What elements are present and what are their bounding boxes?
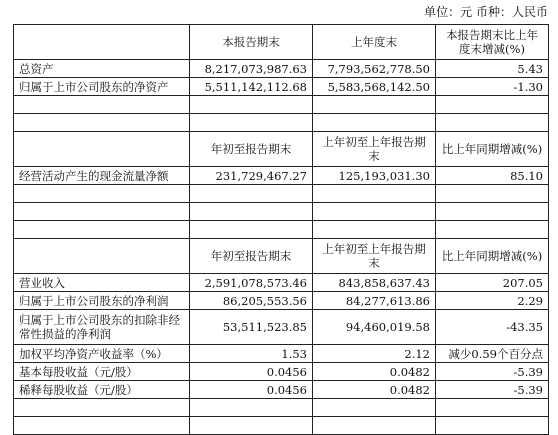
section2-header-ytd: 年初至报告期末 xyxy=(190,132,313,167)
row-label: 归属于上市公司股东的扣除非经常性损益的净利润 xyxy=(14,310,190,345)
cell-current: 0.0456 xyxy=(190,363,313,381)
section1-header-blank xyxy=(14,25,190,60)
section3-header-blank xyxy=(14,239,190,274)
row-label: 归属于上市公司股东的净资产 xyxy=(14,78,190,96)
table-row-net-profit xyxy=(14,292,549,310)
blank-row xyxy=(14,221,549,239)
cell-change: 207.05 xyxy=(436,274,549,292)
cell-change: 5.43 xyxy=(436,60,549,78)
cell-current: 5,511,142,112.68 xyxy=(190,78,313,96)
cell-change: 85.10 xyxy=(436,167,549,185)
blank-row xyxy=(14,114,549,132)
cell-prior: 7,793,562,778.50 xyxy=(313,60,436,78)
financial-data-table xyxy=(13,24,549,435)
cell-current: 1.53 xyxy=(190,345,313,363)
section1-header-current-period-end: 本报告期末 xyxy=(190,25,313,60)
table-row-total-assets xyxy=(14,60,549,78)
table-row-diluted-eps xyxy=(14,381,549,399)
cell-current: 231,729,467.27 xyxy=(190,167,313,185)
cell-change: -5.39 xyxy=(436,363,549,381)
section3-header-change-pct: 比上年同期增减(%) xyxy=(436,239,549,274)
section2-header-change-pct: 比上年同期增减(%) xyxy=(436,132,549,167)
blank-row xyxy=(14,417,549,435)
section1-header-row xyxy=(14,25,549,60)
section3-header-prior-ytd: 上年初至上年报告期末 xyxy=(313,239,436,274)
cell-current: 0.0456 xyxy=(190,381,313,399)
cell-change: 减少0.59个百分点 xyxy=(436,345,549,363)
table-row-adjusted-net-profit xyxy=(14,310,549,345)
table-row-roe xyxy=(14,345,549,363)
cell-change: -5.39 xyxy=(436,381,549,399)
cell-prior: 5,583,568,142.50 xyxy=(313,78,436,96)
cell-current: 86,205,553.56 xyxy=(190,292,313,310)
section2-header-blank xyxy=(14,132,190,167)
row-label: 加权平均净资产收益率（%） xyxy=(14,345,190,363)
row-label: 营业收入 xyxy=(14,274,190,292)
cell-prior: 2.12 xyxy=(313,345,436,363)
cell-prior: 94,460,019.58 xyxy=(313,310,436,345)
row-label: 稀释每股收益（元/股） xyxy=(14,381,190,399)
table-row-operating-cash-flow xyxy=(14,167,549,185)
cell-prior: 843,858,637.43 xyxy=(313,274,436,292)
cell-prior: 125,193,031.30 xyxy=(313,167,436,185)
section3-header-ytd: 年初至报告期末 xyxy=(190,239,313,274)
cell-change: -1.30 xyxy=(436,78,549,96)
currency-unit-note: 单位：元 币种：人民币 xyxy=(424,5,548,19)
blank-row xyxy=(14,399,549,417)
cell-current: 2,591,078,573.46 xyxy=(190,274,313,292)
cell-change: -43.35 xyxy=(436,310,549,345)
section2-header-prior-ytd: 上年初至上年报告期末 xyxy=(313,132,436,167)
cell-change: 2.29 xyxy=(436,292,549,310)
table-row-revenue xyxy=(14,274,549,292)
row-label: 总资产 xyxy=(14,60,190,78)
section3-header-row xyxy=(14,239,549,274)
section1-header-change-pct: 本报告期末比上年度末增减(%) xyxy=(436,25,549,60)
row-label: 归属于上市公司股东的净利润 xyxy=(14,292,190,310)
row-label: 基本每股收益（元/股） xyxy=(14,363,190,381)
blank-row xyxy=(14,185,549,203)
cell-prior: 84,277,613.86 xyxy=(313,292,436,310)
cell-prior: 0.0482 xyxy=(313,381,436,399)
section1-header-prior-year-end: 上年度末 xyxy=(313,25,436,60)
cell-prior: 0.0482 xyxy=(313,363,436,381)
table-row-basic-eps xyxy=(14,363,549,381)
blank-row xyxy=(14,96,549,114)
table-row-net-assets xyxy=(14,78,549,96)
row-label: 经营活动产生的现金流量净额 xyxy=(14,167,190,185)
section2-header-row xyxy=(14,132,549,167)
cell-current: 8,217,073,987.63 xyxy=(190,60,313,78)
cell-current: 53,511,523.85 xyxy=(190,310,313,345)
blank-row xyxy=(14,203,549,221)
